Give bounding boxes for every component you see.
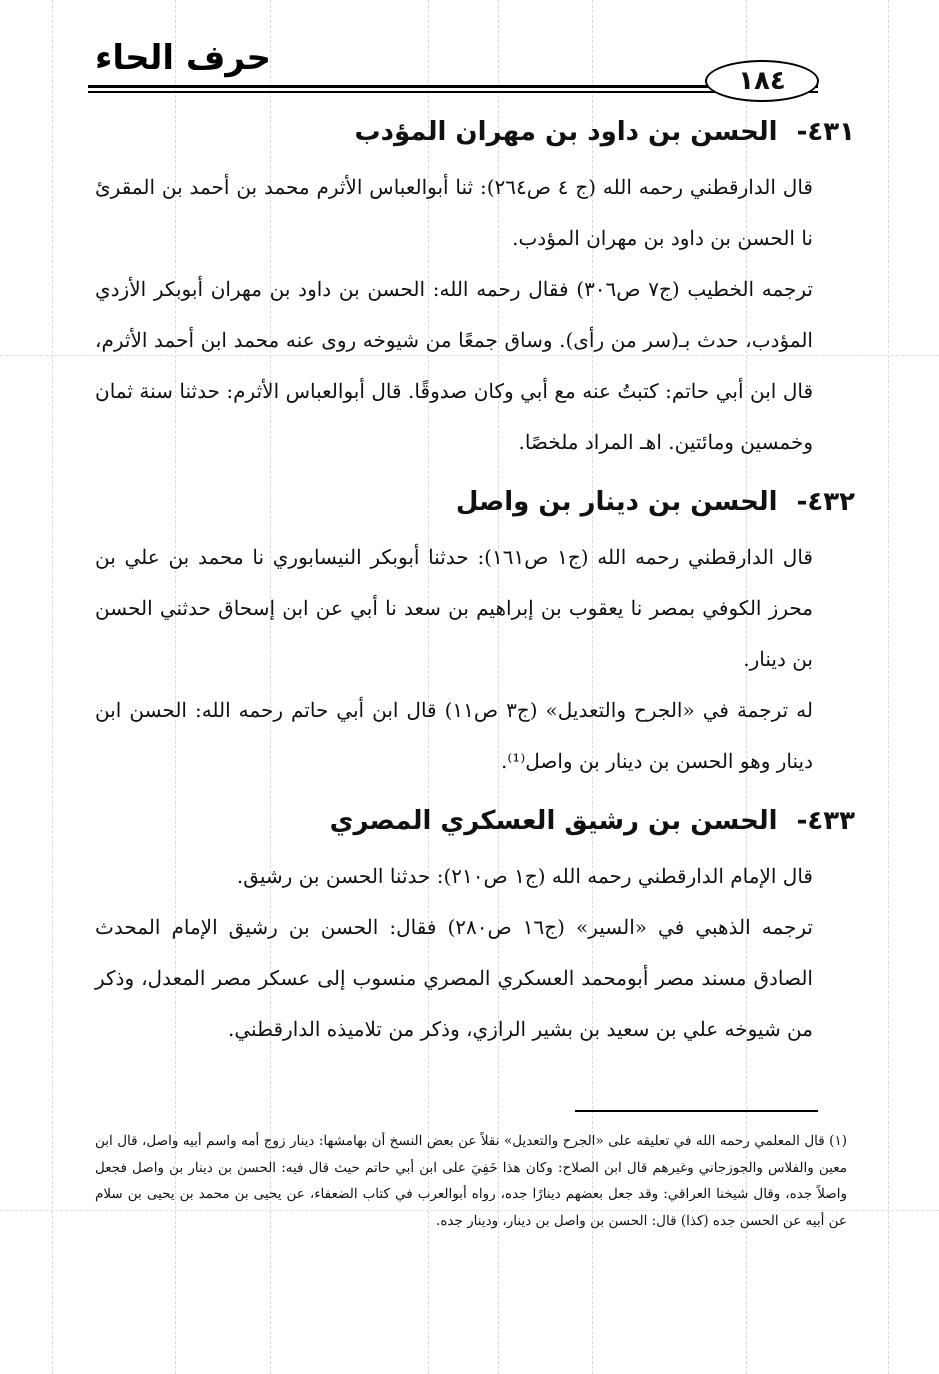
entry-paragraph: ترجمه الخطيب (ج٧ ص٣٠٦) فقال رحمه الله: الحسن بن داود بن مهران أبوبكر الأزدي المؤدب، حدث بـ(سر من رأى). وساق جمعًا من شيوخه روى عنه محمد ابن أحمد الأثرم، قال ابن أبي حاتم: كتبتُ عنه مع أبي وكان صدوقًا. قال أبوالعباس الأثرم: حدثنا سنة ثمان وخمسين ومائتين. اهـ المراد ملخصًا. <box>95 277 813 454</box>
running-title: حرف الحاء <box>95 38 272 78</box>
header-rule-thin <box>88 91 818 93</box>
footnote-separator <box>575 1110 818 1112</box>
entry-title: الحسن بن رشيق العسكري المصري <box>329 806 778 836</box>
entry-432 <box>95 482 855 787</box>
entry-paragraph: ترجمه الذهبي في «السير» (ج١٦ ص٢٨٠) فقال: الحسن بن رشيق الإمام المحدث الصادق مسند مصر أبومحمد العسكري المصري منسوب إلى عسكر مصر المعدل، وذكر من شيوخه علي بن سعيد بن بشير الرازي، وذكر من تلاميذه الدارقطني. <box>95 915 814 1041</box>
entry-paragraph: له ترجمة في «الجرح والتعديل» (ج٣ ص١١) قال ابن أبي حاتم رحمه الله: الحسن ابن دينار وهو الحسن بن دينار بن واصل⁽¹⁾. <box>95 698 813 773</box>
entry-title: الحسن بن داود بن مهران المؤدب <box>354 117 778 147</box>
entry-heading <box>95 482 855 522</box>
entry-paragraph: قال الإمام الدارقطني رحمه الله (ج١ ص٢١٠): حدثنا الحسن بن رشيق. <box>236 864 813 888</box>
footnote: (١) قال المعلمي رحمه الله في تعليقه على «الجرح والتعديل» نقلاً عن بعض النسخ أن بهامشها: دينار زوج أمه واسم أبيه واصل، قال ابن معين والفلاس والجوزجاني وغيرهم قال ابن الصلاح: وكان هذا خَفِيَ على ابن أبي حاتم حيث قال فيه: الحسن بن دينار بن واصل فجعل واصلاً جده، وقال شيخنا العراقي: وقد جعل بعضهم دينارًا جده، رواه أبوالعرب في كتاب الضعفاء، عن يحيى بن محمد بن يحيى بن سلام عن أبيه عن الحسن جده (كذا) قال: الحسن بن واصل بن دينار، ودينار جده. <box>95 1133 847 1229</box>
entry-heading <box>95 801 855 841</box>
entry-number: ٤٣٢- <box>796 487 855 517</box>
entry-heading <box>95 112 855 152</box>
entry-paragraph: قال الدارقطني رحمه الله (ج١ ص١٦١): حدثنا أبوبكر النيسابوري نا محمد بن علي بن محرز الكوفي بمصر نا يعقوب بن إبراهيم بن سعد نا أبي عن ابن إسحاق حدثني الحسن بن دينار. <box>95 545 813 671</box>
entry-number: ٤٣٣- <box>796 806 855 836</box>
entry-431 <box>95 112 855 468</box>
entry-paragraph: قال الدارقطني رحمه الله (ج ٤ ص٢٦٤): ثنا أبوالعباس الأثرم محمد بن أحمد بن المقرئ نا الحسن بن داود بن مهران المؤدب. <box>95 175 813 250</box>
entry-number: ٤٣١- <box>796 117 855 147</box>
main-content <box>95 112 855 1055</box>
entry-433 <box>95 801 855 1055</box>
page-header <box>0 0 939 110</box>
page-number: ١٨٤ <box>705 60 819 102</box>
entry-title: الحسن بن دينار بن واصل <box>455 487 778 517</box>
